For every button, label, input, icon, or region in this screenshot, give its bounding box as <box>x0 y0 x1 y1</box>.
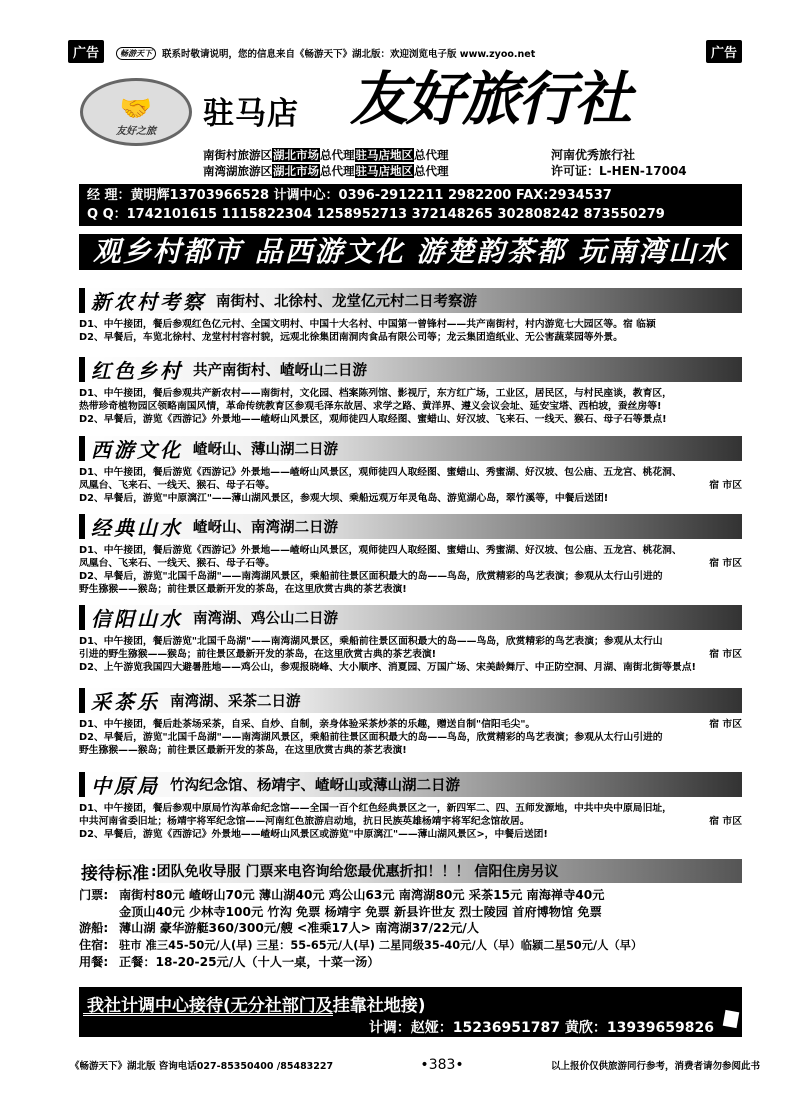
slogan-banner: 观乡村都市 品西游文化 游楚韵茶都 玩南湾山水 <box>79 234 742 270</box>
section-subtitle: 竹沟纪念馆、杨靖宇、嵖岈山或薄山湖二日游 <box>170 778 460 794</box>
dispatch-center-box <box>79 987 742 1037</box>
section-body-6: D1、中午接团，餐后赴茶场采茶，自采、自炒、自制，亲身体验采茶炒茶的乐趣，赠送自制"信阳毛尖"。 宿 市区 D2、早餐后，游览"北国千岛湖"——南湾湖风景区，乘船前往景区面积最大的岛——鸟岛，欣赏精彩的鸟艺表演；参观从太行山引进的 野生猕猴——猴岛；前往景区最新开发的茶岛，在这里欣赏古典的茶艺表演! <box>79 719 742 756</box>
section-title: 信阳山水 <box>91 607 183 631</box>
ad-tag-left: 广告 <box>68 40 104 63</box>
section-body-5: D1、中午接团，餐后游览"北国千岛湖"——南湾湖风景区，乘船前往景区面积最大的岛——鸟岛，欣赏精彩的鸟艺表演；参观从太行山 引进的野生猕猴——猴岛；前往景区最新开发的茶岛，在这里欣赏古典的茶艺表演! 宿 市区 D2、上午游览我国四大避暑胜地——鸡公山，参观报晓峰、大小顺序、消夏园、万国广场、宋美龄舞厅、中正防空洞、月湖、南街北街等景点! <box>79 636 742 673</box>
ticket-prices-1: 南街村80元 嵖岈山70元 薄山湖40元 鸡公山63元 南湾湖80元 采茶15元 南海禅寺40元 <box>119 888 605 902</box>
company-logo <box>80 78 192 146</box>
section-subtitle: 嵖岈山、南湾湖二日游 <box>193 520 338 536</box>
meal-label: 用餐: <box>79 955 109 969</box>
section-header-7 <box>79 772 742 797</box>
stay-prices: 驻市 准三45-50元/人(早) 三星：55-65元/人(早) 二星同级35-40元/人（早）临颍二星50元/人（早） <box>119 938 643 952</box>
section-header-1 <box>79 288 742 313</box>
stay-label: 住宿: <box>79 937 109 952</box>
meal-prices: 正餐：18-20-25元/人（十人一桌，十菜一汤） <box>119 955 380 969</box>
contact-line-phone: 经 理：黄明辉13703966528 计调中心：0396-2912211 2982200 FAX:2934537 <box>87 188 612 203</box>
ad-tag-right: 广告 <box>706 40 742 63</box>
section-header-3 <box>79 436 742 461</box>
dispatch-contacts: 计调：赵娅：15236951787 黄欣：13939659826 <box>368 1020 714 1036</box>
page-number: •383• <box>420 1057 464 1073</box>
section-title: 中原局 <box>91 774 160 798</box>
price-list <box>79 887 742 971</box>
section-title: 经典山水 <box>91 516 183 540</box>
section-header-4 <box>79 514 742 539</box>
notice-text: 联系时敬请说明，您的信息来自《畅游天下》湖北版：欢迎浏览电子版 www.zyoo.net <box>162 49 536 60</box>
reception-title: 接待标准 <box>81 863 149 884</box>
contact-bar <box>79 184 742 226</box>
section-title: 红色乡村 <box>91 359 183 383</box>
section-body-3: D1、中午接团，餐后游览《西游记》外景地——嵖岈山风景区，观师徒四人取经图、蜜蜡山、秀蜜湖、好汉坡、包公庙、五龙宫、桃花洞、 凤凰台、飞来石、一线天、猴石、母子石等。 宿 市区 D2、早餐后，游览"中原漓江"——薄山湖风景区，参观大坝、乘船远观万年灵龟岛、游览湖心岛，翠竹溪等，中餐后送团! <box>79 467 742 504</box>
page-footer <box>70 1057 760 1073</box>
dispatch-title: 我社计调中心接待(无分社部门及挂靠社地接) <box>87 996 426 1016</box>
section-header-6 <box>79 688 742 713</box>
agency-lines: 南街村旅游区湖北市场总代理驻马店地区总代理 南湾湖旅游区湖北市场总代理驻马店地区总代理 <box>203 148 449 178</box>
section-header-2 <box>79 357 742 382</box>
section-subtitle: 嵖岈山、薄山湖二日游 <box>193 442 338 458</box>
section-subtitle: 南湾湖、采茶二日游 <box>170 694 301 710</box>
license-text: 许可证：L-HEN-17004 <box>551 164 687 178</box>
section-header-5 <box>79 605 742 630</box>
award-text: 河南优秀旅行社 <box>551 148 636 162</box>
reception-text: :团队免收导服 门票来电咨询给您最优惠折扣！！！ 信阳住房另议 <box>151 864 559 880</box>
top-notice-bar <box>116 44 696 62</box>
reception-header <box>79 859 742 883</box>
section-title: 新农村考察 <box>91 290 206 314</box>
magazine-logo: 畅游天下 <box>116 47 156 60</box>
company-name: 友好旅行社 <box>350 65 631 133</box>
ticket-label: 门票: <box>79 888 109 902</box>
handshake-icon: 🤝 <box>119 94 153 124</box>
section-subtitle: 共产南街村、嵖岈山二日游 <box>193 363 367 379</box>
divider <box>83 1013 333 1016</box>
section-body-2: D1、中午接团，餐后参观共产新农村——南街村，文化园、档案陈列馆、影视厅，东方红广场，工业区，居民区，与村民座谈，教育区， 热带珍奇植物园区领略南国风情，革命传统教育区参观毛泽东故居、求学之路、黄洋界、遵义会议会址、延安宝塔、西柏坡，蚕丝房等! D2、早餐后，游览《西游记》外景地——嵖岈山风景区，观师徒四人取经图、蜜蜡山、好汉坡、飞来石、一线天、猴石、母子石等景点! <box>79 388 672 425</box>
section-title: 采茶乐 <box>91 690 160 714</box>
footer-right: 以上报价仅供旅游同行参考，消费者请勿参阅此书 <box>550 1061 760 1072</box>
section-title: 西游文化 <box>91 438 183 462</box>
footer-left: 《畅游天下》湖北版 咨询电话027-85350400 /85483227 <box>70 1061 334 1072</box>
license-block <box>551 147 687 179</box>
section-subtitle: 南街村、北徐村、龙堂亿元村二日考察游 <box>216 294 477 310</box>
boat-label: 游船: <box>79 921 109 935</box>
section-body-1: D1、中午接团，餐后参观红色亿元村、全国文明村、中国十大名村、中国第一曾锋村——共产南街村，村内游览七大园区等。宿 临颍 D2、早餐后，车览北徐村、龙堂村村容村貌，远观北徐集团南洞肉食品有限公司等；龙云集团造纸业、无公害蔬菜园等外景。 <box>79 319 656 343</box>
ticket-prices-2: 金顶山40元 少林寺100元 竹沟 免票 杨靖宇 免票 新县许世友 烈士陵园 首府博物馆 免票 <box>119 904 602 919</box>
section-body-4: D1、中午接团，餐后游览《西游记》外景地——嵖岈山风景区，观师徒四人取经图、蜜蜡山、秀蜜湖、好汉坡、包公庙、五龙宫、桃花洞、 凤凰台、飞来石、一线天、猴石、母子石等。 宿 市区 D2、早餐后，游览"北国千岛湖"——南湾湖风景区，乘船前往景区面积最大的岛——鸟岛，欣赏精彩的鸟艺表演；参观从太行山引进的 野生猕猴——猴岛；前往景区最新开发的茶岛，在这里欣赏古典的茶艺表演! <box>79 545 742 595</box>
boat-prices: 薄山湖 豪华游艇360/300元/艘 <准乘17人> 南湾湖37/22元/人 <box>119 921 479 935</box>
contact-line-qq: Q Q：1742101615 1115822304 1258952713 372148265 302808242 873550279 <box>87 207 665 222</box>
decorative-square-icon <box>723 1010 740 1028</box>
logo-text: 友好之旅 <box>116 126 156 137</box>
section-subtitle: 南湾湖、鸡公山二日游 <box>193 611 338 627</box>
section-body-7: D1、中午接团，餐后参观中原局竹沟革命纪念馆——全国一百个红色经典景区之一，新四军二、四、五师发源地，中共中央中原局旧址， 中共河南省委旧址；杨靖宇将军纪念馆——河南红色旅游启动地，抗日民族英雄杨靖宇将军纪念馆故居。 宿 市区 D2、早餐后，游览《西游记》外景地——嵖岈山风景区或游览"中原漓江"——薄山湖风景区>，中餐后送团! <box>79 803 742 840</box>
company-city: 驻马店 <box>203 96 299 132</box>
